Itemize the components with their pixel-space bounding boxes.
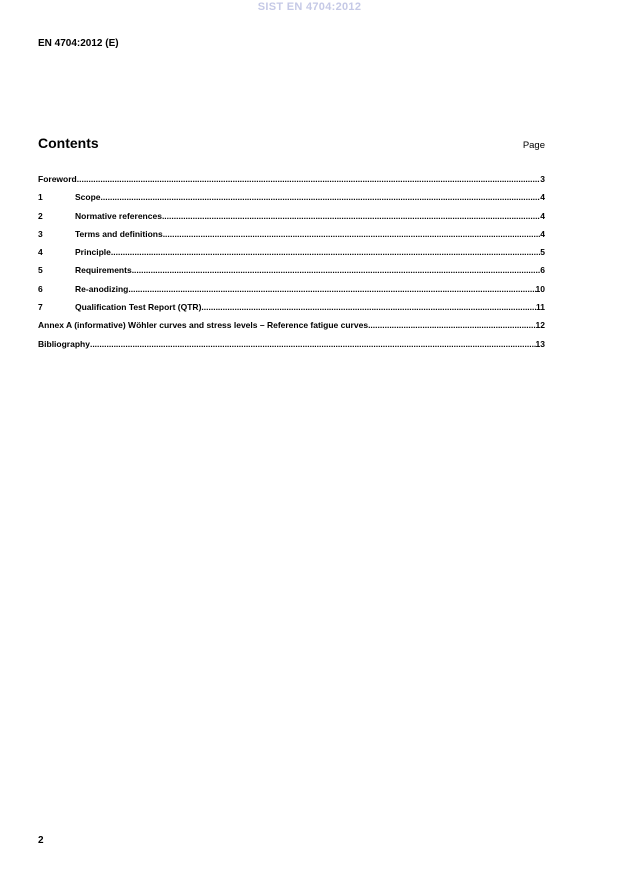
toc-leader [368,320,535,330]
toc-number: 7 [38,302,43,313]
toc-entry-principle[interactable] [38,247,545,265]
toc-number: 6 [38,283,43,294]
toc-leader [163,229,541,239]
document-id: EN 4704:2012 (E) [38,38,119,49]
toc-leader [162,211,540,221]
toc-title: Annex A (informative) Wöhler curves and stress levels – Reference fatigue curves [38,320,369,331]
toc-entry-requirements[interactable] [38,265,545,283]
toc-title: Qualification Test Report (QTR) [75,302,202,313]
toc-title: Scope [75,192,101,203]
toc-page: 5 [540,247,545,258]
toc-leader [128,284,535,294]
toc-page: 4 [540,210,545,221]
toc-page: 3 [540,174,545,184]
page-number: 2 [38,835,44,846]
table-of-contents [38,174,545,357]
toc-title: Re-anodizing [75,283,129,294]
toc-leader [77,174,541,184]
toc-page: 6 [540,265,545,276]
toc-leader [132,265,541,275]
toc-number: 2 [38,210,43,221]
toc-entry-annex-a[interactable] [38,320,545,338]
toc-title: Terms and definitions [75,228,163,239]
toc-entry-scope[interactable] [38,192,545,210]
toc-leader [111,247,540,257]
toc-leader [101,192,541,202]
toc-page: 4 [540,192,545,203]
toc-page: 4 [540,228,545,239]
page-column-label: Page [522,140,545,151]
toc-page: 13 [535,338,545,349]
toc-page: 12 [535,320,545,331]
toc-entry-foreword[interactable] [38,174,545,192]
toc-number: 4 [38,247,43,258]
toc-entry-bibliography[interactable] [38,339,545,357]
watermark: SIST EN 4704:2012 [257,1,362,13]
toc-entry-re-anodizing[interactable] [38,284,545,302]
contents-title: Contents [38,135,99,151]
toc-title: Foreword [38,174,77,184]
toc-leader [201,302,536,312]
toc-page: 11 [536,302,545,313]
toc-number: 1 [38,192,43,203]
toc-number: 3 [38,228,43,239]
toc-title: Bibliography [38,338,90,349]
toc-leader [90,339,536,349]
toc-entry-terms-and-definitions[interactable] [38,229,545,247]
toc-entry-normative-references[interactable] [38,211,545,229]
toc-title: Principle [75,247,111,258]
toc-entry-qualification-test-report[interactable] [38,302,545,320]
toc-title: Requirements [75,265,132,276]
toc-page: 10 [535,283,545,294]
toc-number: 5 [38,265,43,276]
toc-title: Normative references [75,210,162,221]
